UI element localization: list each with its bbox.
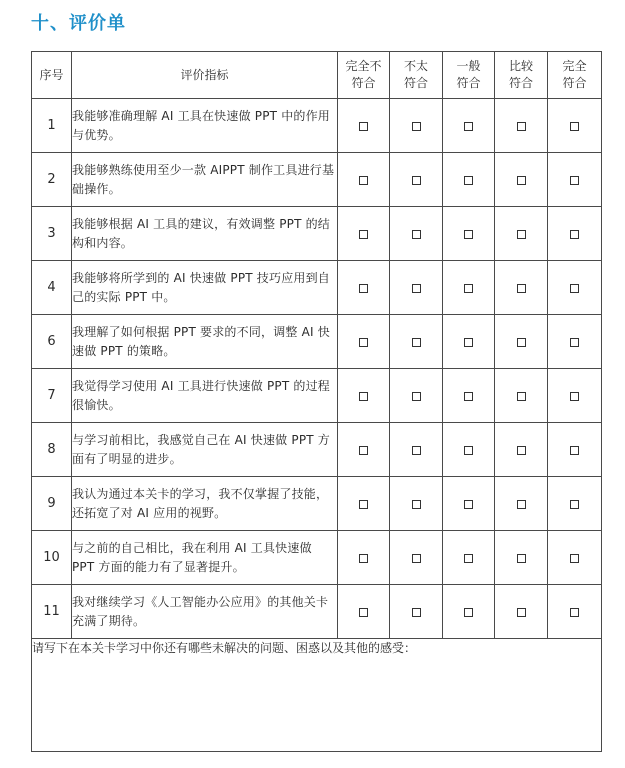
rating-checkbox[interactable] (570, 500, 579, 509)
table-row (32, 531, 602, 585)
rating-cell (495, 153, 548, 207)
row-number: 4 (32, 261, 72, 315)
header-level-1: 完全不 符合 (338, 52, 390, 99)
rating-checkbox[interactable] (359, 122, 368, 131)
rating-checkbox[interactable] (517, 230, 526, 239)
table-row (32, 315, 602, 369)
rating-cell (443, 207, 495, 261)
rating-checkbox[interactable] (412, 176, 421, 185)
rating-checkbox[interactable] (359, 446, 368, 455)
header-level-2: 不太 符合 (390, 52, 443, 99)
rating-cell (443, 531, 495, 585)
indicator-text: 我能够准确理解 AI 工具在快速做 PPT 中的作用与优势。 (72, 99, 338, 153)
rating-checkbox[interactable] (570, 392, 579, 401)
rating-cell (390, 207, 443, 261)
rating-checkbox[interactable] (570, 446, 579, 455)
indicator-text: 我对继续学习《人工智能办公应用》的其他关卡充满了期待。 (72, 585, 338, 639)
rating-cell (495, 261, 548, 315)
rating-checkbox[interactable] (517, 608, 526, 617)
rating-checkbox[interactable] (412, 608, 421, 617)
row-number: 3 (32, 207, 72, 261)
rating-checkbox[interactable] (412, 554, 421, 563)
rating-cell (338, 153, 390, 207)
rating-checkbox[interactable] (517, 284, 526, 293)
row-number: 10 (32, 531, 72, 585)
header-indicator: 评价指标 (72, 52, 338, 99)
rating-checkbox[interactable] (412, 338, 421, 347)
row-number: 2 (32, 153, 72, 207)
table-row (32, 261, 602, 315)
feedback-area[interactable]: 请写下在本关卡学习中你还有哪些未解决的问题、困惑以及其他的感受： (32, 639, 602, 752)
header-level-5: 完全 符合 (548, 52, 602, 99)
rating-cell (443, 585, 495, 639)
rating-cell (390, 477, 443, 531)
rating-checkbox[interactable] (570, 176, 579, 185)
row-number: 11 (32, 585, 72, 639)
rating-cell (548, 99, 602, 153)
table-row (32, 585, 602, 639)
rating-cell (338, 99, 390, 153)
indicator-text: 我能够熟练使用至少一款 AIPPT 制作工具进行基础操作。 (72, 153, 338, 207)
rating-checkbox[interactable] (570, 608, 579, 617)
rating-checkbox[interactable] (464, 284, 473, 293)
rating-cell (338, 369, 390, 423)
rating-checkbox[interactable] (464, 446, 473, 455)
rating-checkbox[interactable] (359, 608, 368, 617)
rating-checkbox[interactable] (412, 122, 421, 131)
rating-cell (443, 99, 495, 153)
rating-checkbox[interactable] (517, 338, 526, 347)
rating-checkbox[interactable] (412, 446, 421, 455)
rating-cell (338, 423, 390, 477)
rating-checkbox[interactable] (412, 392, 421, 401)
rating-cell (443, 369, 495, 423)
rating-checkbox[interactable] (517, 392, 526, 401)
rating-cell (390, 369, 443, 423)
rating-checkbox[interactable] (464, 176, 473, 185)
table-row (32, 99, 602, 153)
rating-cell (443, 153, 495, 207)
indicator-text: 与之前的自己相比，我在利用 AI 工具快速做 PPT 方面的能力有了显著提升。 (72, 531, 338, 585)
header-level-3: 一般 符合 (443, 52, 495, 99)
rating-cell (338, 585, 390, 639)
rating-checkbox[interactable] (464, 554, 473, 563)
rating-checkbox[interactable] (359, 284, 368, 293)
row-number: 7 (32, 369, 72, 423)
rating-cell (390, 261, 443, 315)
rating-cell (495, 531, 548, 585)
table-row (32, 153, 602, 207)
rating-checkbox[interactable] (464, 392, 473, 401)
rating-cell (443, 423, 495, 477)
rating-cell (548, 369, 602, 423)
rating-checkbox[interactable] (412, 284, 421, 293)
rating-cell (548, 531, 602, 585)
table-row (32, 369, 602, 423)
rating-checkbox[interactable] (570, 338, 579, 347)
rating-checkbox[interactable] (412, 230, 421, 239)
rating-checkbox[interactable] (517, 554, 526, 563)
rating-cell (495, 477, 548, 531)
table-row (32, 207, 602, 261)
row-number: 8 (32, 423, 72, 477)
row-number: 6 (32, 315, 72, 369)
rating-checkbox[interactable] (517, 122, 526, 131)
rating-checkbox[interactable] (517, 500, 526, 509)
rating-cell (338, 261, 390, 315)
rating-cell (390, 153, 443, 207)
rating-cell (338, 477, 390, 531)
table-row (32, 423, 602, 477)
rating-cell (548, 585, 602, 639)
rating-checkbox[interactable] (464, 122, 473, 131)
rating-checkbox[interactable] (570, 554, 579, 563)
evaluation-table (31, 51, 602, 752)
rating-checkbox[interactable] (570, 230, 579, 239)
rating-cell (390, 99, 443, 153)
rating-checkbox[interactable] (570, 122, 579, 131)
rating-checkbox[interactable] (517, 446, 526, 455)
rating-cell (495, 369, 548, 423)
rating-cell (338, 531, 390, 585)
rating-cell (548, 423, 602, 477)
indicator-text: 我能够将所学到的 AI 快速做 PPT 技巧应用到自己的实际 PPT 中。 (72, 261, 338, 315)
indicator-text: 我认为通过本关卡的学习，我不仅掌握了技能，还拓宽了对 AI 应用的视野。 (72, 477, 338, 531)
indicator-text: 与学习前相比，我感觉自己在 AI 快速做 PPT 方面有了明显的进步。 (72, 423, 338, 477)
rating-checkbox[interactable] (359, 392, 368, 401)
rating-cell (390, 585, 443, 639)
indicator-text: 我觉得学习使用 AI 工具进行快速做 PPT 的过程很愉快。 (72, 369, 338, 423)
rating-checkbox[interactable] (359, 176, 368, 185)
header-no: 序号 (32, 52, 72, 99)
rating-cell (390, 315, 443, 369)
header-level-4: 比较 符合 (495, 52, 548, 99)
rating-cell (338, 207, 390, 261)
table-row (32, 477, 602, 531)
rating-checkbox[interactable] (464, 500, 473, 509)
rating-checkbox[interactable] (359, 338, 368, 347)
rating-cell (390, 531, 443, 585)
rating-checkbox[interactable] (517, 176, 526, 185)
rating-cell (548, 261, 602, 315)
rating-cell (548, 207, 602, 261)
row-number: 9 (32, 477, 72, 531)
header-row (32, 52, 602, 99)
rating-cell (548, 315, 602, 369)
rating-cell (390, 423, 443, 477)
row-number: 1 (32, 99, 72, 153)
rating-cell (548, 153, 602, 207)
section-title: 十、评价单 (31, 13, 126, 34)
indicator-text: 我理解了如何根据 PPT 要求的不同，调整 AI 快速做 PPT 的策略。 (72, 315, 338, 369)
rating-cell (443, 261, 495, 315)
rating-checkbox[interactable] (359, 500, 368, 509)
rating-checkbox[interactable] (359, 554, 368, 563)
rating-checkbox[interactable] (464, 338, 473, 347)
rating-cell (338, 315, 390, 369)
indicator-text: 我能够根据 AI 工具的建议，有效调整 PPT 的结构和内容。 (72, 207, 338, 261)
rating-cell (495, 315, 548, 369)
rating-cell (443, 315, 495, 369)
rating-checkbox[interactable] (464, 608, 473, 617)
rating-checkbox[interactable] (464, 230, 473, 239)
rating-checkbox[interactable] (359, 230, 368, 239)
rating-cell (443, 477, 495, 531)
rating-cell (495, 423, 548, 477)
rating-checkbox[interactable] (412, 500, 421, 509)
rating-cell (548, 477, 602, 531)
rating-checkbox[interactable] (570, 284, 579, 293)
rating-cell (495, 585, 548, 639)
rating-cell (495, 99, 548, 153)
rating-cell (495, 207, 548, 261)
